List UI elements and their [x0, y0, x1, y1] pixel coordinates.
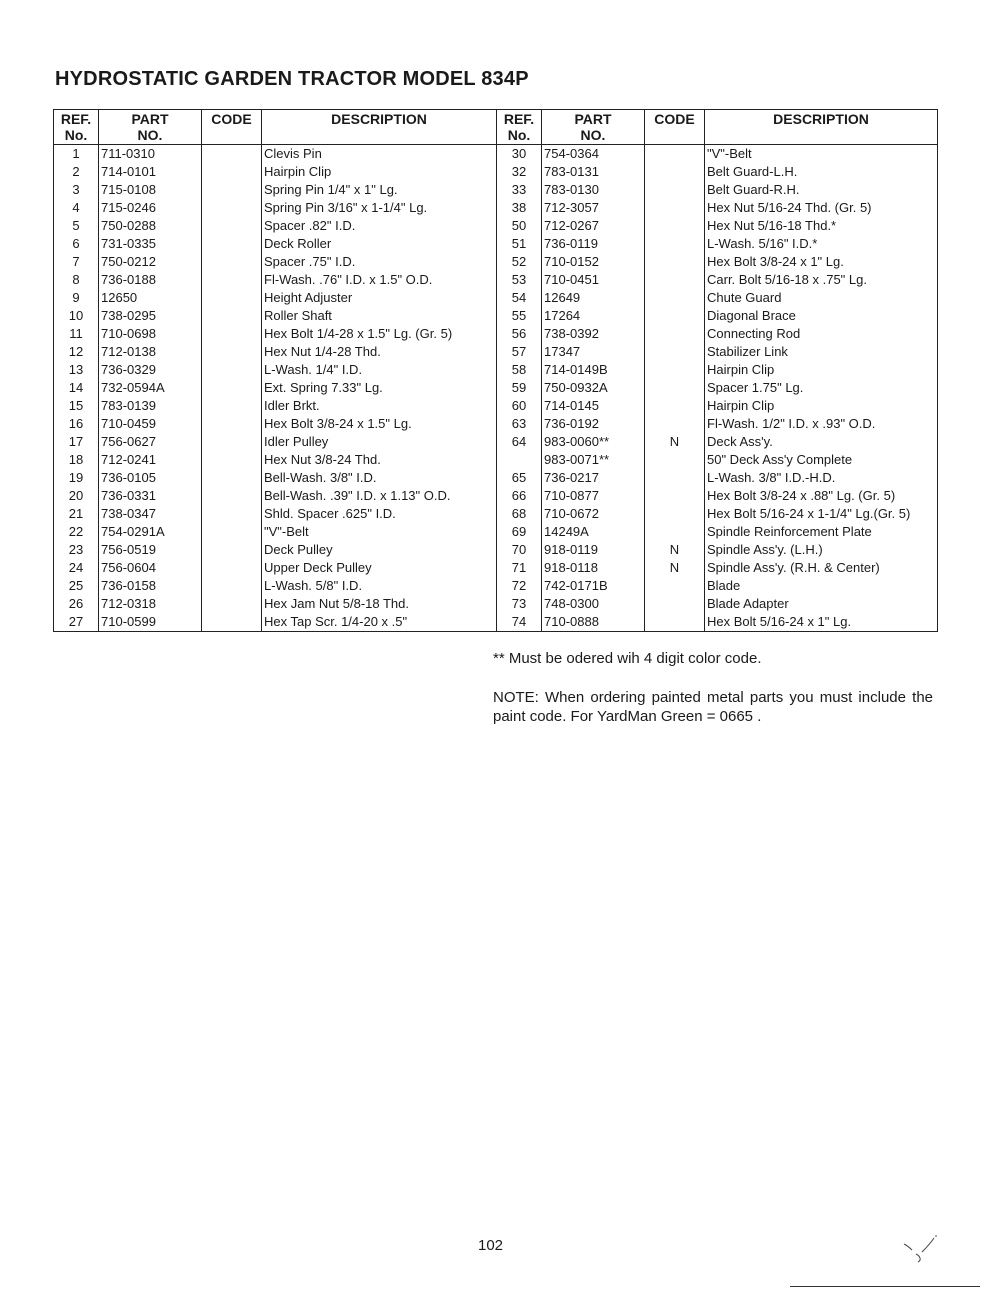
right-description-cell: Deck Ass'y. [705, 433, 938, 451]
header-code: CODE [645, 110, 705, 145]
left-ref-cell: 12 [54, 343, 99, 361]
table-header-row [54, 110, 938, 145]
right-code-cell [645, 361, 705, 379]
left-code-cell [202, 163, 262, 181]
right-part-no-cell: 754-0364 [542, 145, 645, 164]
left-ref-cell: 20 [54, 487, 99, 505]
right-description-cell: Fl-Wash. 1/2" I.D. x .93" O.D. [705, 415, 938, 433]
right-code-cell [645, 145, 705, 164]
table-row [54, 217, 938, 235]
right-description-cell: Hex Bolt 5/16-24 x 1" Lg. [705, 613, 938, 632]
left-description-cell: Hex Jam Nut 5/8-18 Thd. [262, 595, 497, 613]
left-description-cell: Hex Tap Scr. 1/4-20 x .5" [262, 613, 497, 632]
right-part-no-cell: 12649 [542, 289, 645, 307]
left-code-cell [202, 523, 262, 541]
right-part-no-cell: 712-3057 [542, 199, 645, 217]
table-row [54, 469, 938, 487]
left-part-no-cell: 710-0698 [99, 325, 202, 343]
left-description-cell: Hairpin Clip [262, 163, 497, 181]
right-code-cell [645, 595, 705, 613]
right-code-cell [645, 523, 705, 541]
table-row [54, 253, 938, 271]
left-ref-cell: 16 [54, 415, 99, 433]
left-description-cell: Idler Brkt. [262, 397, 497, 415]
right-code-cell [645, 271, 705, 289]
table-row [54, 505, 938, 523]
left-description-cell: Fl-Wash. .76" I.D. x 1.5" O.D. [262, 271, 497, 289]
left-ref-cell: 22 [54, 523, 99, 541]
right-code-cell [645, 253, 705, 271]
table-row [54, 307, 938, 325]
left-code-cell [202, 451, 262, 469]
left-code-cell [202, 361, 262, 379]
right-part-no-cell: 742-0171B [542, 577, 645, 595]
right-part-no-cell: 983-0071** [542, 451, 645, 469]
left-code-cell [202, 325, 262, 343]
right-description-cell: Hex Nut 5/16-24 Thd. (Gr. 5) [705, 199, 938, 217]
right-code-cell [645, 613, 705, 632]
right-ref-cell: 52 [497, 253, 542, 271]
right-code-cell [645, 505, 705, 523]
left-part-no-cell: 738-0347 [99, 505, 202, 523]
left-description-cell: Shld. Spacer .625" I.D. [262, 505, 497, 523]
right-ref-cell: 74 [497, 613, 542, 632]
right-description-cell: Spindle Ass'y. (R.H. & Center) [705, 559, 938, 577]
right-code-cell [645, 289, 705, 307]
right-description-cell: L-Wash. 3/8" I.D.-H.D. [705, 469, 938, 487]
right-ref-cell: 56 [497, 325, 542, 343]
left-code-cell [202, 415, 262, 433]
left-description-cell: "V"-Belt [262, 523, 497, 541]
left-part-no-cell: 736-0329 [99, 361, 202, 379]
right-part-no-cell: 714-0145 [542, 397, 645, 415]
left-part-no-cell: 756-0627 [99, 433, 202, 451]
left-part-no-cell: 732-0594A [99, 379, 202, 397]
right-description-cell: Hairpin Clip [705, 397, 938, 415]
left-part-no-cell: 714-0101 [99, 163, 202, 181]
left-ref-cell: 24 [54, 559, 99, 577]
right-part-no-cell: 14249A [542, 523, 645, 541]
right-description-cell: Belt Guard-R.H. [705, 181, 938, 199]
table-row [54, 613, 938, 632]
right-code-cell [645, 577, 705, 595]
left-description-cell: Bell-Wash. 3/8" I.D. [262, 469, 497, 487]
left-ref-cell: 27 [54, 613, 99, 632]
left-ref-cell: 25 [54, 577, 99, 595]
right-code-cell [645, 217, 705, 235]
right-ref-cell [497, 451, 542, 469]
left-part-no-cell: 783-0139 [99, 397, 202, 415]
right-part-no-cell: 712-0267 [542, 217, 645, 235]
left-description-cell: Spring Pin 1/4" x 1" Lg. [262, 181, 497, 199]
right-description-cell: Spindle Ass'y. (L.H.) [705, 541, 938, 559]
left-description-cell: Roller Shaft [262, 307, 497, 325]
left-code-cell [202, 505, 262, 523]
right-ref-cell: 50 [497, 217, 542, 235]
right-part-no-cell: 783-0130 [542, 181, 645, 199]
right-description-cell: Hex Bolt 3/8-24 x .88" Lg. (Gr. 5) [705, 487, 938, 505]
scribble-mark [900, 1232, 944, 1266]
right-code-cell [645, 379, 705, 397]
left-ref-cell: 14 [54, 379, 99, 397]
left-ref-cell: 1 [54, 145, 99, 164]
right-ref-cell: 73 [497, 595, 542, 613]
right-code-cell: N [645, 559, 705, 577]
right-code-cell [645, 307, 705, 325]
left-code-cell [202, 235, 262, 253]
right-ref-cell: 65 [497, 469, 542, 487]
header-ref: REF. No. [497, 110, 542, 145]
right-part-no-cell: 736-0217 [542, 469, 645, 487]
left-part-no-cell: 712-0241 [99, 451, 202, 469]
left-ref-cell: 21 [54, 505, 99, 523]
parts-table [53, 109, 938, 632]
header-description: DESCRIPTION [262, 110, 497, 145]
footnote: ** Must be odered wih 4 digit color code. [493, 650, 762, 667]
right-code-cell [645, 415, 705, 433]
right-code-cell [645, 343, 705, 361]
table-row [54, 541, 938, 559]
left-description-cell: Spacer .82" I.D. [262, 217, 497, 235]
page-number: 102 [478, 1237, 504, 1254]
right-ref-cell: 70 [497, 541, 542, 559]
right-ref-cell: 59 [497, 379, 542, 397]
right-code-cell [645, 451, 705, 469]
left-description-cell: Deck Pulley [262, 541, 497, 559]
left-part-no-cell: 736-0188 [99, 271, 202, 289]
left-ref-cell: 18 [54, 451, 99, 469]
right-description-cell: Chute Guard [705, 289, 938, 307]
left-description-cell: Deck Roller [262, 235, 497, 253]
table-row [54, 343, 938, 361]
left-ref-cell: 4 [54, 199, 99, 217]
left-code-cell [202, 307, 262, 325]
left-ref-cell: 13 [54, 361, 99, 379]
left-description-cell: Upper Deck Pulley [262, 559, 497, 577]
left-description-cell: Clevis Pin [262, 145, 497, 164]
right-part-no-cell: 710-0877 [542, 487, 645, 505]
left-part-no-cell: 731-0335 [99, 235, 202, 253]
left-code-cell [202, 595, 262, 613]
right-ref-cell: 51 [497, 235, 542, 253]
table-row [54, 559, 938, 577]
left-code-cell [202, 343, 262, 361]
left-part-no-cell: 712-0318 [99, 595, 202, 613]
left-code-cell [202, 541, 262, 559]
left-description-cell: Hex Nut 3/8-24 Thd. [262, 451, 497, 469]
left-part-no-cell: 756-0519 [99, 541, 202, 559]
right-description-cell: Hex Bolt 5/16-24 x 1-1/4" Lg.(Gr. 5) [705, 505, 938, 523]
left-part-no-cell: 756-0604 [99, 559, 202, 577]
right-part-no-cell: 710-0451 [542, 271, 645, 289]
right-part-no-cell: 736-0192 [542, 415, 645, 433]
left-code-cell [202, 253, 262, 271]
left-code-cell [202, 145, 262, 164]
left-part-no-cell: 736-0331 [99, 487, 202, 505]
header-code: CODE [202, 110, 262, 145]
right-part-no-cell: 714-0149B [542, 361, 645, 379]
table-row [54, 415, 938, 433]
right-code-cell: N [645, 433, 705, 451]
table-row [54, 451, 938, 469]
left-code-cell [202, 379, 262, 397]
right-code-cell [645, 487, 705, 505]
table-row [54, 235, 938, 253]
right-description-cell: Blade Adapter [705, 595, 938, 613]
right-description-cell: Blade [705, 577, 938, 595]
left-part-no-cell: 738-0295 [99, 307, 202, 325]
left-code-cell [202, 271, 262, 289]
right-ref-cell: 64 [497, 433, 542, 451]
left-part-no-cell: 754-0291A [99, 523, 202, 541]
left-part-no-cell: 750-0212 [99, 253, 202, 271]
right-description-cell: Hex Bolt 3/8-24 x 1" Lg. [705, 253, 938, 271]
left-code-cell [202, 397, 262, 415]
right-part-no-cell: 748-0300 [542, 595, 645, 613]
left-description-cell: L-Wash. 1/4" I.D. [262, 361, 497, 379]
right-ref-cell: 30 [497, 145, 542, 164]
table-row [54, 577, 938, 595]
left-ref-cell: 10 [54, 307, 99, 325]
right-ref-cell: 69 [497, 523, 542, 541]
left-ref-cell: 8 [54, 271, 99, 289]
right-ref-cell: 72 [497, 577, 542, 595]
table-row [54, 361, 938, 379]
left-ref-cell: 15 [54, 397, 99, 415]
header-ref: REF. No. [54, 110, 99, 145]
right-description-cell: Hex Nut 5/16-18 Thd.* [705, 217, 938, 235]
left-ref-cell: 2 [54, 163, 99, 181]
left-description-cell: Spring Pin 3/16" x 1-1/4" Lg. [262, 199, 497, 217]
right-part-no-cell: 17264 [542, 307, 645, 325]
right-part-no-cell: 710-0888 [542, 613, 645, 632]
right-ref-cell: 55 [497, 307, 542, 325]
table-row [54, 595, 938, 613]
page-title: HYDROSTATIC GARDEN TRACTOR MODEL 834P [55, 68, 529, 90]
right-ref-cell: 68 [497, 505, 542, 523]
left-description-cell: Height Adjuster [262, 289, 497, 307]
right-ref-cell: 66 [497, 487, 542, 505]
right-code-cell [645, 397, 705, 415]
right-ref-cell: 58 [497, 361, 542, 379]
right-description-cell: Connecting Rod [705, 325, 938, 343]
right-code-cell: N [645, 541, 705, 559]
right-code-cell [645, 235, 705, 253]
left-part-no-cell: 736-0105 [99, 469, 202, 487]
left-description-cell: Idler Pulley [262, 433, 497, 451]
left-description-cell: Hex Bolt 3/8-24 x 1.5" Lg. [262, 415, 497, 433]
parts-table-body [54, 145, 938, 632]
right-code-cell [645, 469, 705, 487]
right-ref-cell: 33 [497, 181, 542, 199]
left-code-cell [202, 289, 262, 307]
right-description-cell: Spacer 1.75" Lg. [705, 379, 938, 397]
table-row [54, 325, 938, 343]
right-part-no-cell: 17347 [542, 343, 645, 361]
right-code-cell [645, 181, 705, 199]
right-description-cell: L-Wash. 5/16" I.D.* [705, 235, 938, 253]
right-code-cell [645, 325, 705, 343]
right-part-no-cell: 783-0131 [542, 163, 645, 181]
right-ref-cell: 54 [497, 289, 542, 307]
left-description-cell: Bell-Wash. .39" I.D. x 1.13" O.D. [262, 487, 497, 505]
right-description-cell: Carr. Bolt 5/16-18 x .75" Lg. [705, 271, 938, 289]
paint-code-note: NOTE: When ordering painted metal parts you must include the paint code. For YardMan Green = 0665 . [493, 689, 933, 725]
table-row [54, 487, 938, 505]
right-description-cell: Spindle Reinforcement Plate [705, 523, 938, 541]
left-part-no-cell: 711-0310 [99, 145, 202, 164]
bottom-rule [790, 1286, 980, 1287]
right-description-cell: Belt Guard-L.H. [705, 163, 938, 181]
right-ref-cell: 60 [497, 397, 542, 415]
right-description-cell: 50" Deck Ass'y Complete [705, 451, 938, 469]
table-row [54, 199, 938, 217]
header-description: DESCRIPTION [705, 110, 938, 145]
left-part-no-cell: 715-0246 [99, 199, 202, 217]
left-description-cell: Hex Nut 1/4-28 Thd. [262, 343, 497, 361]
left-ref-cell: 17 [54, 433, 99, 451]
left-code-cell [202, 433, 262, 451]
right-part-no-cell: 918-0119 [542, 541, 645, 559]
right-ref-cell: 63 [497, 415, 542, 433]
left-description-cell: Spacer .75" I.D. [262, 253, 497, 271]
left-code-cell [202, 613, 262, 632]
table-row [54, 523, 938, 541]
left-code-cell [202, 469, 262, 487]
right-code-cell [645, 163, 705, 181]
table-row [54, 163, 938, 181]
left-ref-cell: 19 [54, 469, 99, 487]
left-part-no-cell: 715-0108 [99, 181, 202, 199]
left-part-no-cell: 750-0288 [99, 217, 202, 235]
left-ref-cell: 26 [54, 595, 99, 613]
right-ref-cell: 32 [497, 163, 542, 181]
table-row [54, 433, 938, 451]
left-part-no-cell: 12650 [99, 289, 202, 307]
right-description-cell: Diagonal Brace [705, 307, 938, 325]
right-code-cell [645, 199, 705, 217]
left-part-no-cell: 712-0138 [99, 343, 202, 361]
table-row [54, 289, 938, 307]
left-description-cell: L-Wash. 5/8" I.D. [262, 577, 497, 595]
right-ref-cell: 38 [497, 199, 542, 217]
right-part-no-cell: 710-0672 [542, 505, 645, 523]
left-ref-cell: 23 [54, 541, 99, 559]
left-code-cell [202, 559, 262, 577]
left-ref-cell: 5 [54, 217, 99, 235]
right-description-cell: Stabilizer Link [705, 343, 938, 361]
table-row [54, 181, 938, 199]
left-ref-cell: 11 [54, 325, 99, 343]
left-code-cell [202, 487, 262, 505]
right-ref-cell: 57 [497, 343, 542, 361]
table-row [54, 397, 938, 415]
right-part-no-cell: 918-0118 [542, 559, 645, 577]
table-row [54, 271, 938, 289]
right-part-no-cell: 750-0932A [542, 379, 645, 397]
header-part-no: PART NO. [99, 110, 202, 145]
right-part-no-cell: 736-0119 [542, 235, 645, 253]
table-row [54, 379, 938, 397]
header-part-no: PART NO. [542, 110, 645, 145]
left-part-no-cell: 710-0459 [99, 415, 202, 433]
left-description-cell: Ext. Spring 7.33" Lg. [262, 379, 497, 397]
left-ref-cell: 6 [54, 235, 99, 253]
left-code-cell [202, 577, 262, 595]
right-description-cell: Hairpin Clip [705, 361, 938, 379]
right-part-no-cell: 738-0392 [542, 325, 645, 343]
left-code-cell [202, 181, 262, 199]
left-code-cell [202, 217, 262, 235]
left-description-cell: Hex Bolt 1/4-28 x 1.5" Lg. (Gr. 5) [262, 325, 497, 343]
left-ref-cell: 7 [54, 253, 99, 271]
right-part-no-cell: 983-0060** [542, 433, 645, 451]
left-ref-cell: 3 [54, 181, 99, 199]
right-part-no-cell: 710-0152 [542, 253, 645, 271]
left-ref-cell: 9 [54, 289, 99, 307]
left-part-no-cell: 736-0158 [99, 577, 202, 595]
right-ref-cell: 71 [497, 559, 542, 577]
right-description-cell: "V"-Belt [705, 145, 938, 164]
table-row [54, 145, 938, 164]
left-part-no-cell: 710-0599 [99, 613, 202, 632]
right-ref-cell: 53 [497, 271, 542, 289]
left-code-cell [202, 199, 262, 217]
